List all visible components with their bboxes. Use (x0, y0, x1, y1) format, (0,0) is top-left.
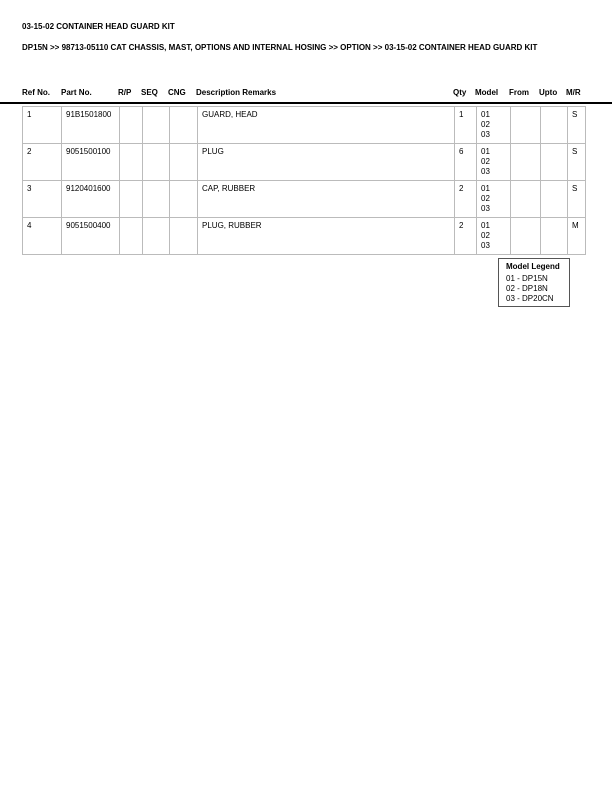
cell-from (511, 144, 541, 181)
cell-models (477, 181, 511, 218)
cell-cng (170, 144, 198, 181)
cell-part: 91B1501800 (62, 107, 120, 144)
cell-cng (170, 218, 198, 255)
cell-mr: S (568, 181, 586, 218)
table-row (23, 181, 586, 218)
column-header: R/P (118, 88, 132, 97)
column-header: Qty (453, 88, 467, 97)
table-row (23, 144, 586, 181)
cell-rp (120, 144, 143, 181)
cell-part: 9051500400 (62, 218, 120, 255)
breadcrumb: DP15N >> 98713-05110 CAT CHASSIS, MAST, OPTIONS AND INTERNAL HOSING >> OPTION >> 03-15-02 CONTAINER HEAD GUARD KIT (22, 43, 538, 52)
model-code: 01 (481, 184, 490, 193)
cell-qty: 2 (455, 218, 477, 255)
cell-cng (170, 107, 198, 144)
cell-ref: 1 (23, 107, 62, 144)
model-code: 03 (481, 167, 490, 176)
cell-part: 9120401600 (62, 181, 120, 218)
column-header: CNG (168, 88, 186, 97)
cell-ref: 3 (23, 181, 62, 218)
legend-item: 02 - DP18N (506, 284, 548, 293)
cell-qty: 1 (455, 107, 477, 144)
cell-mr: S (568, 107, 586, 144)
model-code: 02 (481, 231, 490, 240)
legend-item: 01 - DP15N (506, 274, 548, 283)
column-header: Part No. (61, 88, 92, 97)
cell-ref: 4 (23, 218, 62, 255)
column-header: Description Remarks (196, 88, 277, 97)
cell-part: 9051500100 (62, 144, 120, 181)
cell-from (511, 181, 541, 218)
column-header: SEQ (141, 88, 158, 97)
column-header: Model (475, 88, 499, 97)
cell-desc: CAP, RUBBER (198, 181, 455, 218)
cell-upto (541, 144, 568, 181)
model-code: 01 (481, 147, 490, 156)
cell-desc: PLUG (198, 144, 455, 181)
cell-models (477, 144, 511, 181)
model-code: 03 (481, 130, 490, 139)
cell-cng (170, 181, 198, 218)
cell-seq (143, 181, 170, 218)
cell-models (477, 107, 511, 144)
model-code: 02 (481, 157, 490, 166)
parts-table (22, 106, 586, 255)
column-header: From (509, 88, 529, 97)
cell-upto (541, 181, 568, 218)
cell-from (511, 218, 541, 255)
cell-seq (143, 144, 170, 181)
cell-mr: S (568, 144, 586, 181)
legend-title: Model Legend (506, 262, 560, 271)
cell-ref: 2 (23, 144, 62, 181)
legend-item: 03 - DP20CN (506, 294, 554, 303)
cell-upto (541, 107, 568, 144)
cell-rp (120, 218, 143, 255)
cell-desc: PLUG, RUBBER (198, 218, 455, 255)
cell-seq (143, 218, 170, 255)
cell-rp (120, 107, 143, 144)
cell-mr: M (568, 218, 586, 255)
model-legend (498, 258, 570, 307)
page-title: 03-15-02 CONTAINER HEAD GUARD KIT (22, 22, 175, 31)
column-header: Upto (539, 88, 558, 97)
model-code: 02 (481, 194, 490, 203)
cell-models (477, 218, 511, 255)
column-header: Ref No. (22, 88, 50, 97)
cell-qty: 6 (455, 144, 477, 181)
model-code: 01 (481, 221, 490, 230)
cell-seq (143, 107, 170, 144)
table-row (23, 218, 586, 255)
cell-upto (541, 218, 568, 255)
cell-desc: GUARD, HEAD (198, 107, 455, 144)
column-header: M/R (566, 88, 581, 97)
header-divider (0, 102, 612, 104)
table-row (23, 107, 586, 144)
model-code: 03 (481, 204, 490, 213)
cell-rp (120, 181, 143, 218)
model-code: 03 (481, 241, 490, 250)
model-code: 01 (481, 110, 490, 119)
cell-qty: 2 (455, 181, 477, 218)
cell-from (511, 107, 541, 144)
model-code: 02 (481, 120, 490, 129)
